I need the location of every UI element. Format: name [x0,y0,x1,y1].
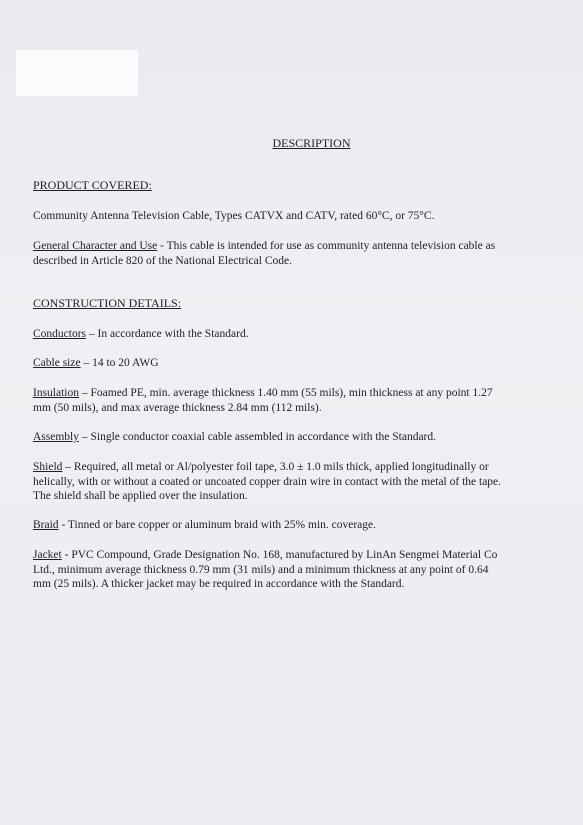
jacket-paragraph [33,548,503,592]
cable-size-paragraph [33,356,503,371]
assembly-label: Assembly [33,431,79,443]
insulation-label: Insulation [33,387,79,399]
insulation-paragraph [33,386,503,415]
braid-label: Braid [33,519,59,531]
braid-paragraph [33,518,503,533]
construction-details-heading: CONSTRUCTION DETAILS: [33,296,182,310]
conductors-paragraph [33,327,503,342]
shield-label: Shield [33,461,63,473]
conductors-label: Conductors [33,328,87,340]
redacted-area [16,50,138,96]
shield-paragraph [33,460,503,504]
insulation-text: – Foamed PE, min. average thickness 1.40 mm (55 mils), min thickness at any point 1.27 mm (50 mils), and max average thickness 2.84 mm (112 mils). [33,387,493,414]
general-character-paragraph [33,239,503,268]
general-character-text: - This cable is intended for use as community antenna television cable as described in Article 820 of the National Electrical Code. [33,240,496,267]
cable-size-label: Cable size [33,357,81,369]
cable-size-text: – 14 to 20 AWG [80,357,159,369]
conductors-text: – In accordance with the Standard. [86,328,249,340]
general-character-label: General Character and Use [33,240,158,252]
product-covered-heading: PRODUCT COVERED: [33,178,152,192]
assembly-text: – Single conductor coaxial cable assembled in accordance with the Standard. [79,431,437,443]
braid-text: - Tinned or bare copper or aluminum braid with 25% min. coverage. [58,519,377,531]
jacket-text: - PVC Compound, Grade Designation No. 168, manufactured by LinAn Sengmei Material Co Ltd., minimum average thickness 0.79 mm (31 mils) and a minimum thickness at any point of 0.64 mm (25 mils). A thicker jacket may be required in accordance with the Standard. [33,549,498,590]
assembly-paragraph [33,430,503,445]
jacket-label: Jacket [33,549,62,561]
page-title: DESCRIPTION [272,136,351,150]
product-covered-text: Community Antenna Television Cable, Types CATVX and CATV, rated 60°C, or 75°C. [33,210,435,222]
shield-text: – Required, all metal or Al/polyester foil tape, 3.0 ± 1.0 mils thick, applied longitudinally or helically, with or without a coated or uncoated copper drain wire in contact with the metal of the tape. The shield shall be applied over the insulation. [33,461,502,502]
